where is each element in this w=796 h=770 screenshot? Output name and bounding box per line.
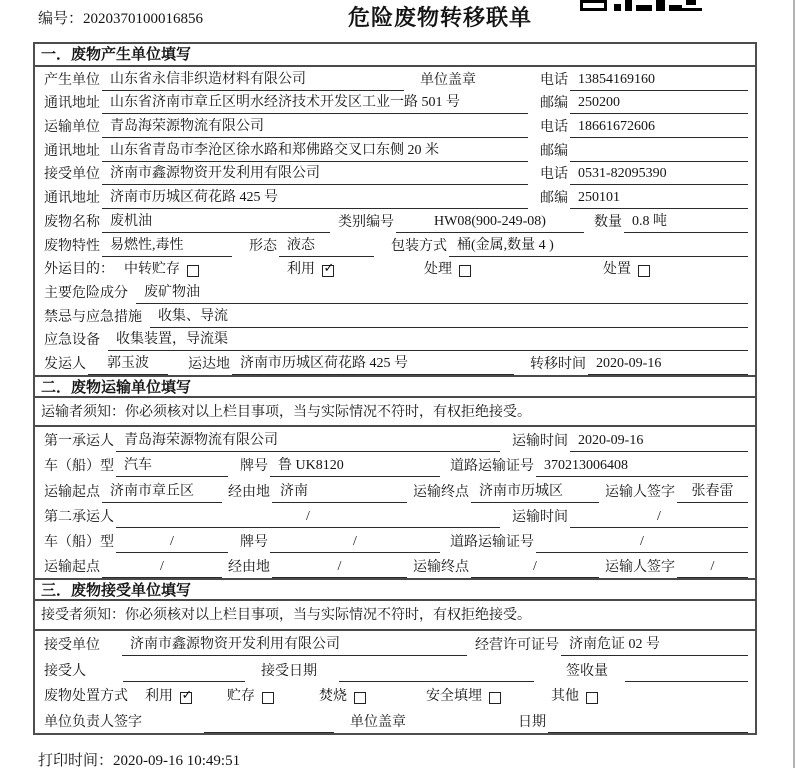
option-label: 中转贮存	[124, 262, 180, 278]
checkbox-icon	[459, 265, 471, 277]
taboo-label: 禁忌与应急措施	[44, 309, 142, 325]
road-permit2-value: /	[536, 534, 748, 553]
endpoint-label: 运输终点	[413, 560, 469, 576]
vehicle-type-label: 车（船）型	[44, 459, 114, 475]
row-first-carrier	[35, 427, 755, 452]
qr-block	[686, 0, 696, 5]
form-label: 形态	[249, 238, 277, 254]
zip-label: 邮编	[540, 96, 568, 112]
row-waste-name	[35, 209, 755, 233]
document-number-label: 编号：	[38, 11, 84, 27]
responsible-sign-label: 单位负责人签字	[44, 714, 142, 730]
document-number	[38, 7, 203, 28]
road-permit-label: 道路运输证号	[450, 459, 534, 475]
carrier-sign-label: 运输人签字	[605, 560, 675, 576]
via1-value: 济南	[272, 480, 407, 503]
option-label: 安全填埋	[426, 689, 482, 705]
option-storage	[227, 685, 274, 707]
packaging-value: 桶(金属,数量 4 )	[449, 234, 748, 257]
equipment-value: 收集装置，导流渠	[108, 328, 748, 351]
second-carrier-label: 第二承运人	[44, 509, 114, 525]
license-label: 经营许可证号	[475, 638, 559, 654]
address-label: 通讯地址	[44, 143, 100, 159]
row-waste-traits	[35, 233, 755, 257]
quantity-label: 数量	[594, 214, 622, 230]
shipper-label: 发运人	[44, 356, 86, 372]
producer-address-value: 山东省济南市章丘区明水经济技术开发区工业一路 501 号	[102, 91, 528, 114]
qr-block	[636, 5, 652, 11]
accept-unit-value: 济南市鑫源物资开发利用有限公司	[122, 633, 467, 656]
checkbox-mark: ✓	[323, 261, 335, 277]
destination-value: 济南市历城区荷花路 425 号	[232, 352, 514, 375]
checkbox-icon	[354, 692, 366, 704]
qr-block	[625, 0, 632, 11]
window-edge-divider	[793, 0, 795, 768]
checkbox-mark: ✓	[181, 688, 193, 704]
transport-time1-value: 2020-09-16	[570, 433, 748, 452]
row-emergency-equipment	[35, 328, 755, 352]
phone-label: 电话	[540, 72, 568, 88]
section3-header: 三．废物接受单位填写	[35, 578, 755, 601]
origin2-value: /	[102, 559, 222, 578]
row-vehicle1	[35, 452, 755, 477]
receiver-zip-value: 250101	[570, 190, 748, 209]
plate2-value: /	[270, 534, 440, 553]
row-responsible-signature	[35, 707, 755, 732]
second-carrier-value: /	[116, 509, 500, 528]
accept-date-label: 接受日期	[261, 663, 317, 679]
checkbox-icon	[489, 692, 501, 704]
document-number-value: 2020370100016856	[83, 11, 204, 27]
row-receiver-address	[35, 185, 755, 209]
road-permit1-value: 370213006408	[536, 458, 748, 477]
receiver-label: 接受单位	[44, 167, 100, 183]
category-code-label: 类别编号	[338, 214, 394, 230]
waste-name-value: 废机油	[102, 210, 330, 233]
address-label: 通讯地址	[44, 96, 100, 112]
via-label: 经由地	[228, 484, 270, 500]
acceptor-value	[123, 679, 245, 682]
shipper-value: 郭玉波	[88, 352, 168, 375]
road-permit-label: 道路运输证号	[450, 534, 534, 550]
row-route2	[35, 553, 755, 578]
row-producer-address	[35, 91, 755, 115]
quantity-value: 0.8 吨	[624, 210, 748, 233]
transport-time2-value: /	[570, 509, 748, 528]
manifest-form	[33, 42, 757, 735]
category-code-value: HW08(900-249-08)	[396, 214, 584, 233]
form-value: 液态	[279, 234, 374, 257]
row-acceptor	[35, 656, 755, 681]
row-transporter-address	[35, 138, 755, 162]
seal-label: 单位盖章	[420, 72, 476, 88]
transfer-time-label: 转移时间	[530, 356, 586, 372]
packaging-label: 包装方式	[391, 238, 447, 254]
endpoint1-value: 济南市历城区	[471, 480, 599, 503]
row-vehicle2	[35, 528, 755, 553]
first-carrier-label: 第一承运人	[44, 434, 114, 450]
row-hazard-component	[35, 280, 755, 304]
row-second-carrier	[35, 503, 755, 528]
transfer-time-value: 2020-09-16	[588, 356, 748, 375]
via2-value: /	[272, 559, 407, 578]
first-carrier-value: 青岛海荣源物流有限公司	[116, 429, 500, 452]
sign-date-value	[548, 730, 748, 733]
document-header	[0, 0, 796, 40]
producer-phone-value: 13854169160	[570, 72, 748, 91]
hazard-label: 主要危险成分	[44, 285, 128, 301]
qr-block	[682, 8, 702, 11]
option-landfill	[426, 685, 501, 707]
sign-date-label: 日期	[518, 714, 546, 730]
acceptor-label: 接受人	[44, 663, 86, 679]
waste-traits-value: 易燃性,毒性	[102, 234, 232, 257]
option-label: 焚烧	[319, 689, 347, 705]
plate-label: 牌号	[240, 459, 268, 475]
row-shipper	[35, 351, 755, 375]
row-transfer-purpose	[35, 257, 755, 281]
option-label: 处置	[603, 262, 631, 278]
license-value: 济南危证 02 号	[561, 633, 748, 656]
waste-traits-label: 废物特性	[44, 238, 100, 254]
carrier-sign2-value: /	[677, 559, 748, 578]
checkbox-icon	[586, 692, 598, 704]
print-time-value: 2020-09-16 10:49:51	[113, 753, 241, 769]
print-time	[38, 749, 240, 770]
received-qty-value	[625, 679, 748, 682]
origin-label: 运输起点	[44, 484, 100, 500]
option-label: 利用	[145, 689, 173, 705]
origin1-value: 济南市章丘区	[102, 480, 222, 503]
via-label: 经由地	[228, 560, 270, 576]
accept-unit-label: 接受单位	[44, 638, 100, 654]
checkbox-icon	[187, 265, 199, 277]
destination-label: 运达地	[188, 356, 230, 372]
receiver-phone-value: 0531-82095390	[570, 166, 748, 185]
zip-label: 邮编	[540, 191, 568, 207]
section2-header: 二．废物运输单位填写	[35, 375, 755, 398]
responsible-sign-value	[204, 730, 334, 733]
option-transfer-storage	[124, 258, 199, 280]
transporter-address-value: 山东省青岛市李沧区徐水路和郑佛路交叉口东侧 20 米	[102, 139, 528, 162]
transporter-zip-value	[570, 159, 748, 162]
address-label: 通讯地址	[44, 191, 100, 207]
vehicle-type1-value: 汽车	[116, 454, 228, 477]
received-qty-label: 签收量	[566, 663, 608, 679]
row-disposal-method	[35, 682, 755, 707]
phone-label: 电话	[540, 120, 568, 136]
zip-label: 邮编	[540, 143, 568, 159]
transport-time-label: 运输时间	[512, 509, 568, 525]
purpose-label: 外运目的：	[44, 262, 114, 278]
qr-block	[614, 4, 621, 11]
row-route1	[35, 477, 755, 502]
option-label: 处理	[424, 262, 452, 278]
option-utilize	[287, 258, 334, 280]
producer-value: 山东省永信非织造材料有限公司	[102, 68, 404, 91]
disposal-method-label: 废物处置方式	[44, 689, 128, 705]
row-transporter	[35, 114, 755, 138]
equipment-label: 应急设备	[44, 333, 100, 349]
checkbox-icon	[262, 692, 274, 704]
endpoint-label: 运输终点	[413, 484, 469, 500]
unit-seal-label: 单位盖章	[350, 714, 406, 730]
transporter-value: 青岛海荣源物流有限公司	[102, 115, 528, 138]
option-label: 贮存	[227, 689, 255, 705]
waste-name-label: 废物名称	[44, 214, 100, 230]
checkbox-checked-icon	[322, 261, 335, 277]
qr-block	[580, 0, 607, 11]
qr-block	[656, 0, 665, 11]
option-utilize	[145, 685, 192, 707]
row-accept-unit	[35, 631, 755, 656]
option-dispose	[603, 258, 650, 280]
section1-header: 一．废物产生单位填写	[35, 44, 755, 67]
plate-label: 牌号	[240, 534, 268, 550]
producer-zip-value: 250200	[570, 95, 748, 114]
row-taboo-measures	[35, 304, 755, 328]
option-incinerate	[319, 685, 366, 707]
taboo-value: 收集、导流	[150, 305, 748, 328]
accept-date-value	[339, 679, 534, 682]
checkbox-icon	[638, 265, 650, 277]
origin-label: 运输起点	[44, 560, 100, 576]
transport-time-label: 运输时间	[512, 434, 568, 450]
carrier-sign-label: 运输人签字	[605, 484, 675, 500]
carrier-sign1-value: 张春雷	[677, 480, 748, 503]
transporter-phone-value: 18661672606	[570, 119, 748, 138]
qr-block	[669, 5, 682, 11]
option-treat	[424, 258, 471, 280]
hazard-value: 废矿物油	[136, 281, 748, 304]
plate1-value: 鲁 UK8120	[270, 454, 440, 477]
producer-label: 产生单位	[44, 72, 100, 88]
receiver-address-value: 济南市历城区荷花路 425 号	[102, 186, 528, 209]
vehicle-type-label: 车（船）型	[44, 534, 114, 550]
receiver-notice: 接受者须知：你必须核对以上栏目事项，当与实际情况不符时，有权拒绝接受。	[35, 601, 755, 631]
page-title: 危险废物转移联单	[347, 5, 533, 30]
qr-code-icon	[578, 0, 706, 12]
receiver-value: 济南市鑫源物资开发利用有限公司	[102, 162, 528, 185]
print-time-label: 打印时间：	[38, 753, 114, 769]
option-label: 其他	[551, 689, 579, 705]
transporter-label: 运输单位	[44, 120, 100, 136]
checkbox-checked-icon	[180, 688, 193, 704]
option-other	[551, 685, 598, 707]
row-receiver	[35, 162, 755, 186]
option-label: 利用	[287, 262, 315, 278]
phone-label: 电话	[540, 167, 568, 183]
transporter-notice: 运输者须知：你必须核对以上栏目事项，当与实际情况不符时，有权拒绝接受。	[35, 398, 755, 427]
vehicle-type2-value: /	[116, 534, 228, 553]
endpoint2-value: /	[471, 559, 599, 578]
row-producer	[35, 67, 755, 91]
